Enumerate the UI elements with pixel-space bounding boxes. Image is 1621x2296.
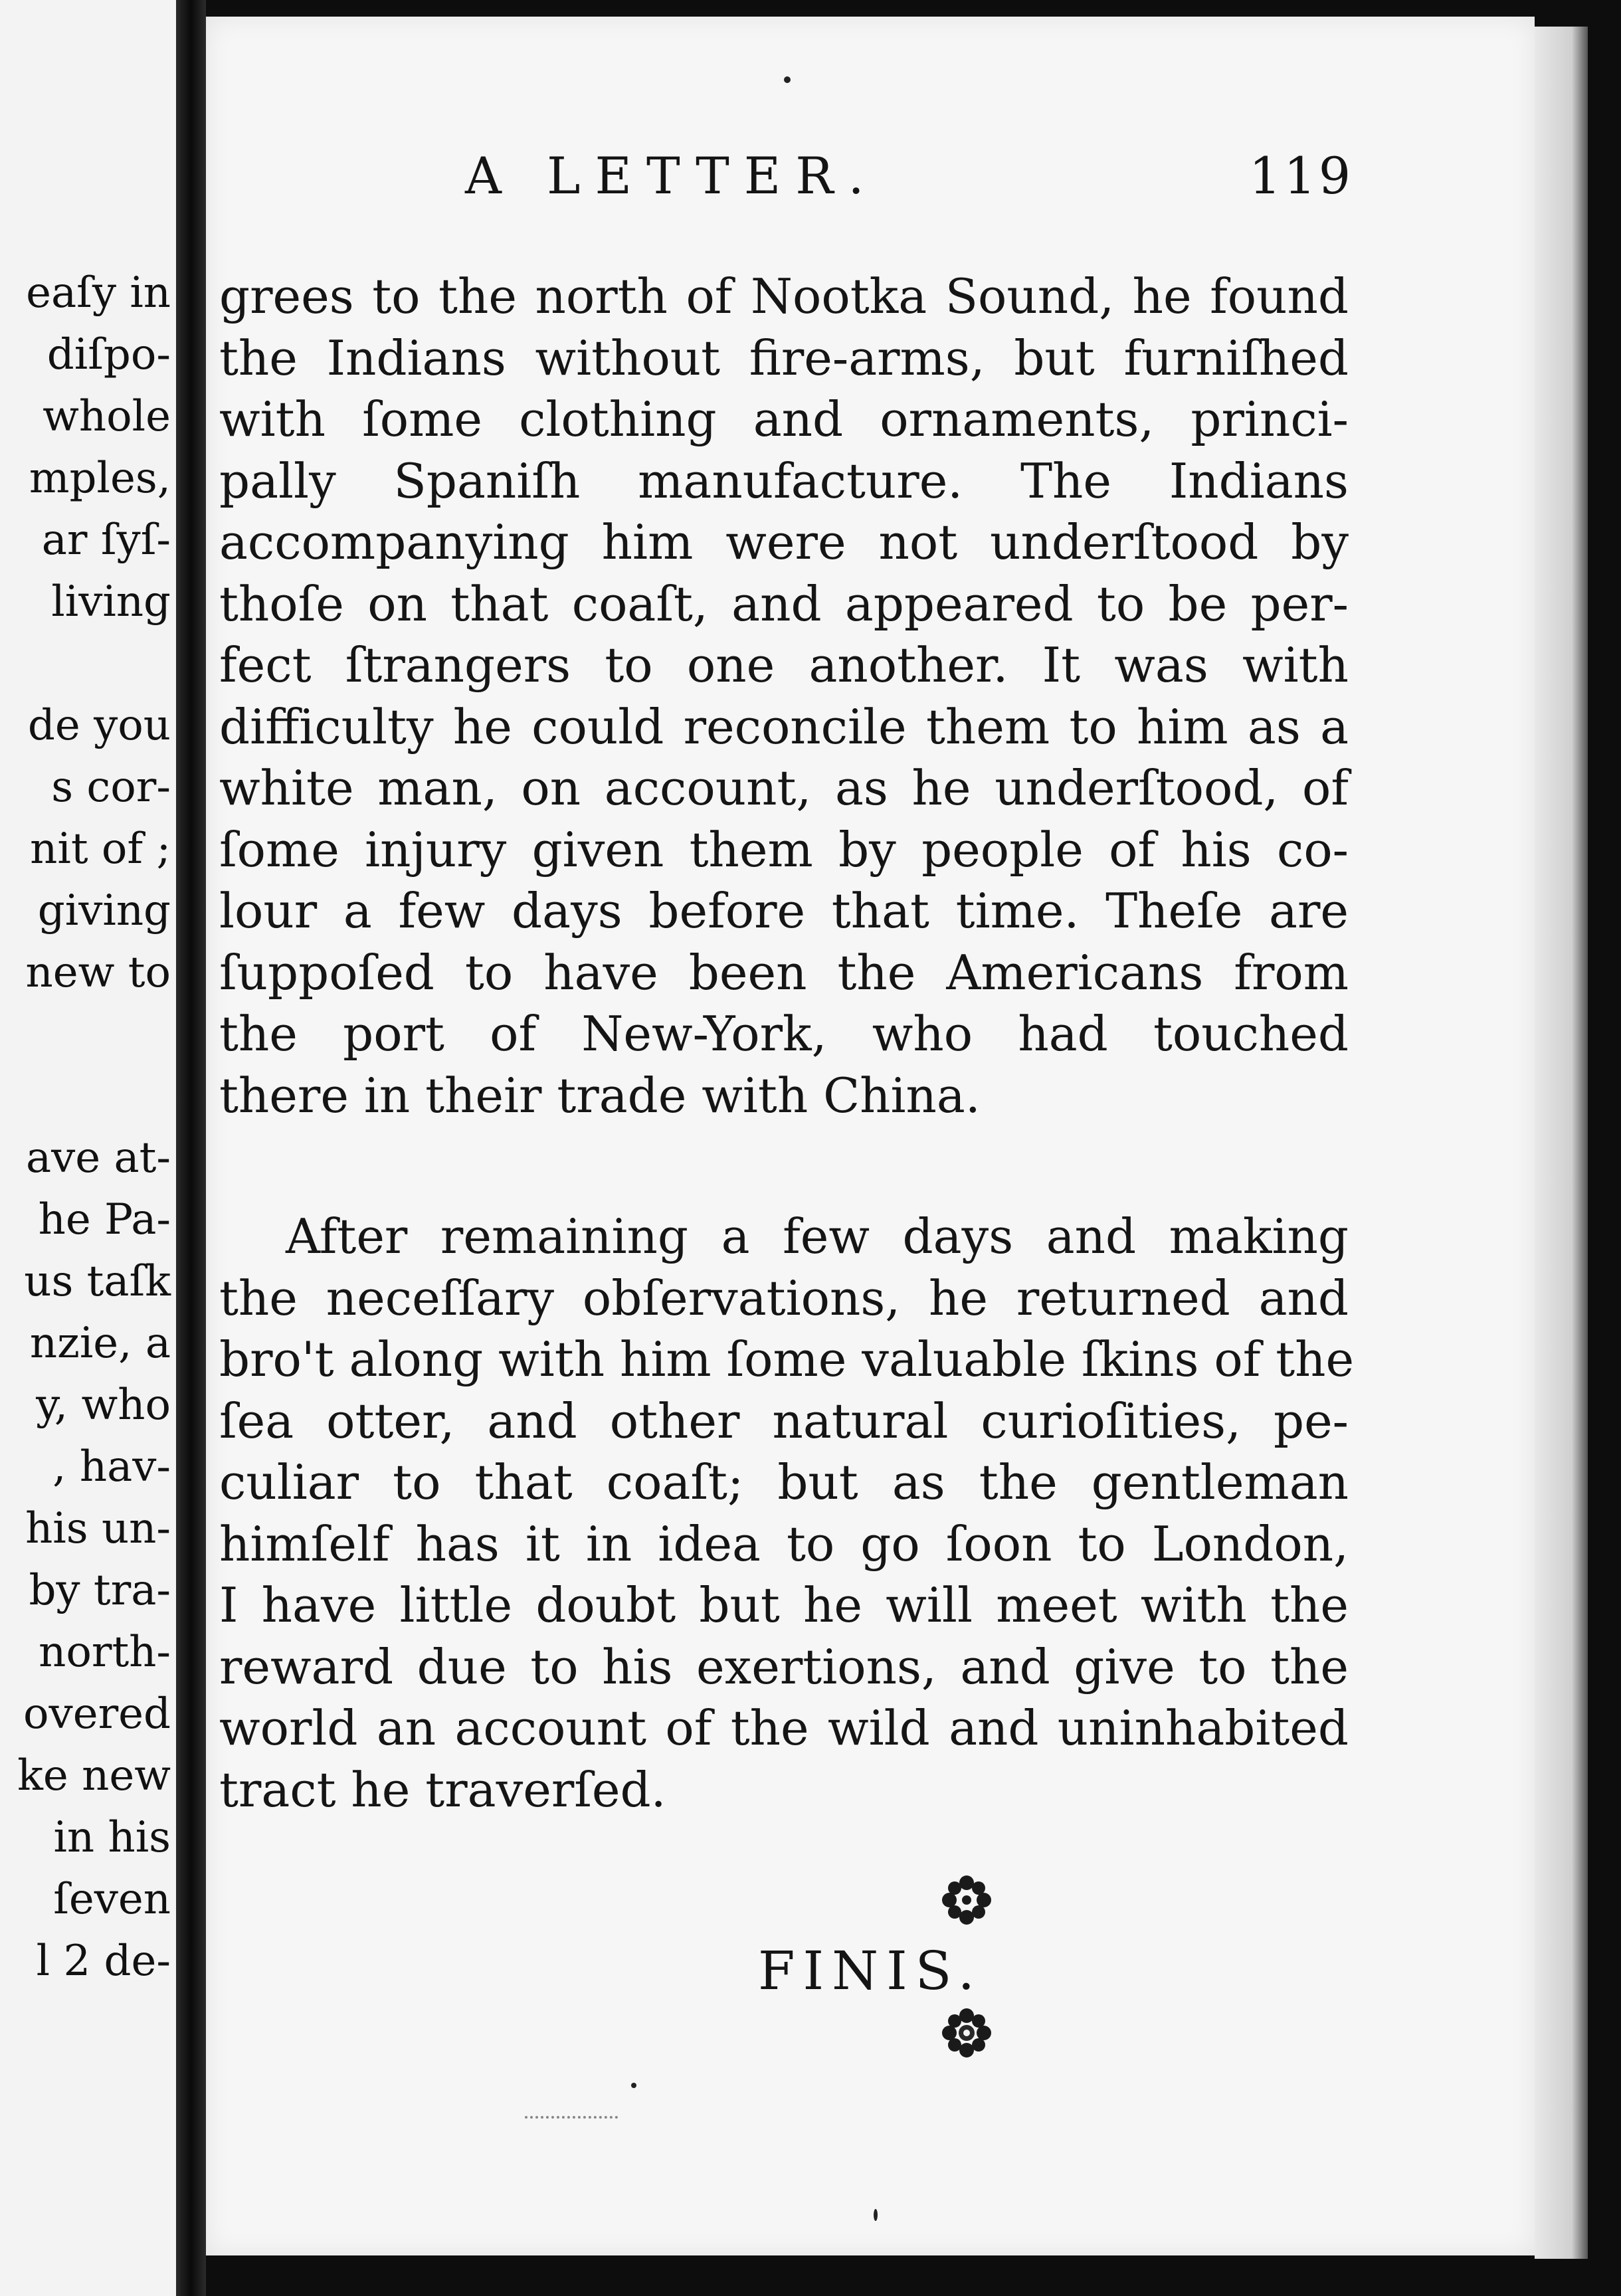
left-page-line: mples, <box>29 454 171 503</box>
ink-speck <box>784 76 791 83</box>
text-line: pally Spaniſh manufacture. The Indians <box>219 452 1349 509</box>
left-page-line: his un- <box>25 1504 171 1553</box>
left-page-line: y, who <box>36 1381 171 1430</box>
text-line: reward due to his exertions, and give to the <box>219 1638 1349 1695</box>
left-page-line: diſpo- <box>47 330 171 379</box>
text-line: grees to the north of Nootka Sound, he found <box>219 268 1349 324</box>
left-page <box>0 0 176 2296</box>
text-line: white man, on account, as he underſtood, of <box>219 760 1349 816</box>
finis-text: FINIS. <box>757 1940 983 2002</box>
flower-ornament-icon <box>937 2003 997 2063</box>
left-page-line: us taſk <box>24 1257 171 1306</box>
text-line: bro't along with him ſome valuable ſkins of the <box>219 1331 1355 1387</box>
right-page <box>206 17 1535 2255</box>
left-page-line: ave at- <box>25 1133 171 1183</box>
text-line: After remaining a few days and making <box>286 1208 1349 1264</box>
left-page-line: , hav- <box>52 1442 171 1491</box>
text-line: lour a few days before that time. Theſe are <box>219 883 1349 939</box>
page-number: 119 <box>1249 146 1354 205</box>
left-page-line: by tra- <box>29 1566 171 1615</box>
text-line: fect ſtrangers to one another. It was with <box>219 637 1349 693</box>
left-page-line: l 2 de- <box>36 1937 171 1986</box>
text-line: accompanying him were not underſtood by <box>219 514 1349 570</box>
text-line: ſome injury given them by people of his co- <box>219 821 1349 878</box>
text-line: tract he traverſed. <box>219 1761 666 1818</box>
faint-dotted-mark <box>525 2116 618 2121</box>
text-line: culiar to that coaſt; but as the gentleman <box>219 1454 1349 1510</box>
flower-ornament-icon <box>937 1870 997 1930</box>
paragraph-gap <box>206 1126 1335 1206</box>
body-text <box>206 266 1355 1820</box>
text-line: there in their trade with China. <box>219 1067 981 1123</box>
page-edge <box>1535 27 1588 2259</box>
left-page-line: giving <box>37 886 171 935</box>
left-page-line: ar ſyſ- <box>41 516 171 565</box>
text-line: himſelf has it in idea to go ſoon to London, <box>219 1515 1349 1572</box>
left-page-line: overed <box>23 1689 171 1739</box>
left-page-line: new to <box>25 948 171 997</box>
ink-speck <box>631 2083 636 2088</box>
text-line: the neceſſary obſervations, he returned and <box>219 1270 1349 1326</box>
text-line: world an account of the wild and uninhabited <box>219 1700 1349 1756</box>
ink-speck <box>874 2209 878 2221</box>
page-header <box>206 146 1535 226</box>
left-page-line: s cor- <box>51 763 171 812</box>
text-line: the port of New-York, who had touched <box>219 1006 1349 1062</box>
left-page-line: nit of ; <box>30 824 171 874</box>
book-gutter <box>176 0 206 2296</box>
left-page-line: whole <box>43 392 171 441</box>
left-page-line: ke new <box>17 1751 171 1800</box>
text-line: with ſome clothing and ornaments, princi- <box>219 391 1349 447</box>
left-page-line: north- <box>39 1628 171 1677</box>
text-line: the Indians without fire-arms, but furniſhed <box>219 330 1349 386</box>
text-line: I have little doubt but he will meet with the <box>219 1577 1349 1633</box>
paragraph-2 <box>206 1206 1355 1820</box>
left-page-line: eaſy in <box>26 268 171 318</box>
left-page-line: he Pa- <box>38 1195 171 1244</box>
left-page-line: living <box>51 577 171 626</box>
left-page-line: in his <box>53 1813 171 1862</box>
text-line: ſea otter, and other natural curioſities, pe- <box>219 1392 1349 1449</box>
left-page-line: de you <box>27 701 171 750</box>
text-line: thoſe on that coaſt, and appeared to be per- <box>219 575 1349 632</box>
text-line: ſuppoſed to have been the Americans from <box>219 944 1349 1001</box>
paragraph-1 <box>206 266 1349 1126</box>
running-title: A LETTER. <box>465 146 879 205</box>
text-line: difficulty he could reconcile them to him as a <box>219 698 1349 755</box>
left-page-line: nzie, a <box>29 1319 171 1368</box>
left-page-line: ſeven <box>53 1875 171 1924</box>
